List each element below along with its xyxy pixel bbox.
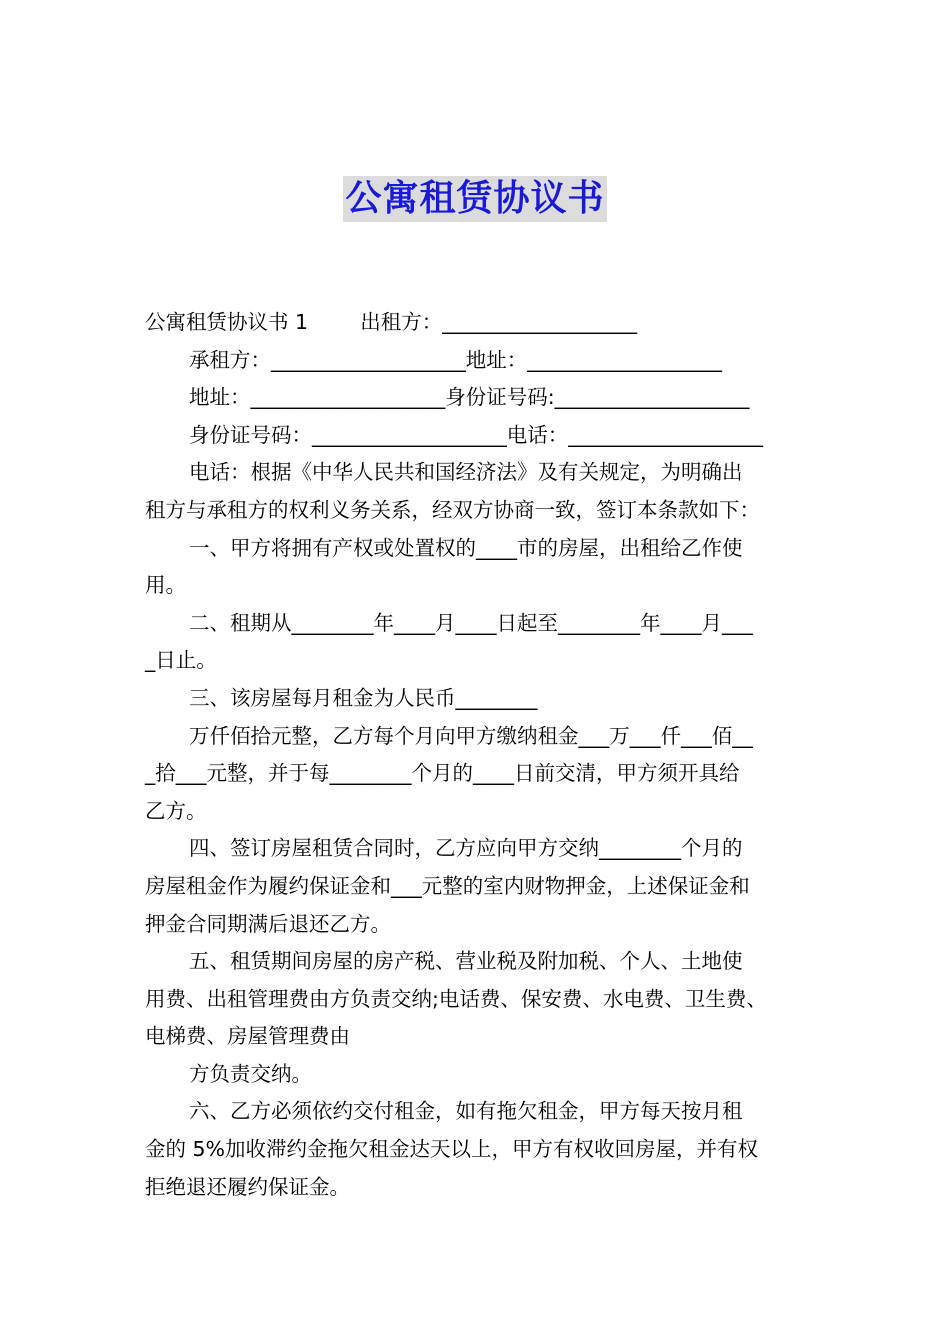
line-text: 四、签订房屋租赁合同时，乙方应向甲方交纳________个月的 bbox=[189, 836, 743, 861]
line-text: 房屋租金作为履约保证金和___元整的室内财物押金，上述保证金和 bbox=[145, 873, 750, 898]
line-text: 万仟佰拾元整，乙方每个月向甲方缴纳租金___万___仟___佰__ bbox=[189, 723, 753, 748]
title-wrap bbox=[0, 176, 950, 222]
text-line bbox=[145, 492, 810, 530]
line-text: 电梯费、房屋管理费由 bbox=[145, 1024, 350, 1049]
text-line bbox=[145, 1056, 810, 1094]
line-text: 拒绝退还履约保证金。 bbox=[145, 1174, 350, 1199]
line-text: 地址：___________________身份证号码:___________________ bbox=[189, 385, 750, 410]
line-text: 三、该房屋每月租金为人民币________ bbox=[189, 685, 538, 710]
text-line bbox=[145, 454, 810, 492]
line-text: 用。 bbox=[145, 573, 186, 598]
line-text: 电话：根据《中华人民共和国经济法》及有关规定，为明确出 bbox=[189, 460, 743, 485]
line-text: 一、甲方将拥有产权或处置权的____市的房屋，出租给乙作使 bbox=[189, 535, 743, 560]
text-line bbox=[145, 1018, 810, 1056]
text-line bbox=[145, 1093, 810, 1131]
text-line bbox=[145, 417, 810, 455]
line-text: 乙方。 bbox=[145, 798, 207, 823]
text-line bbox=[145, 755, 810, 793]
text-line bbox=[145, 680, 810, 718]
line-text: 承租方：___________________地址：___________________ bbox=[189, 347, 722, 372]
line-text: _日止。 bbox=[145, 648, 217, 673]
line-text: 方负责交纳。 bbox=[189, 1061, 312, 1086]
line-text: 身份证号码：___________________电话：___________________ bbox=[189, 422, 763, 447]
text-line bbox=[145, 868, 810, 906]
text-line bbox=[145, 605, 810, 643]
text-line bbox=[145, 906, 810, 944]
text-line bbox=[145, 530, 810, 568]
text-line bbox=[145, 379, 810, 417]
text-line bbox=[145, 830, 810, 868]
line-text: 金的 5%加收滞约金拖欠租金达天以上，甲方有权收回房屋，并有权 bbox=[145, 1137, 759, 1162]
line-text: 用费、出租管理费由方负责交纳;电话费、保安费、水电费、卫生费、 bbox=[145, 986, 767, 1011]
text-line bbox=[145, 943, 810, 981]
line-text: 六、乙方必须依约交付租金，如有拖欠租金，甲方每天按月租 bbox=[189, 1099, 743, 1124]
document-body bbox=[145, 304, 810, 1206]
text-line bbox=[145, 642, 810, 680]
line-text: 公寓租赁协议书 1 出租方：___________________ bbox=[145, 310, 637, 334]
document-title: 公寓租赁协议书 bbox=[343, 176, 606, 222]
text-line bbox=[145, 342, 810, 380]
text-line bbox=[145, 1131, 810, 1169]
line-text: _拾___元整，并于每________个月的____日前交清，甲方须开具给 bbox=[145, 761, 740, 786]
text-line bbox=[145, 567, 810, 605]
text-line bbox=[145, 1169, 810, 1207]
text-line bbox=[145, 981, 810, 1019]
text-line bbox=[145, 718, 810, 756]
line-text: 押金合同期满后退还乙方。 bbox=[145, 911, 391, 936]
text-line bbox=[145, 304, 810, 342]
text-line bbox=[145, 793, 810, 831]
line-text: 五、租赁期间房屋的房产税、营业税及附加税、个人、土地使 bbox=[189, 949, 743, 974]
line-text: 二、租期从________年____月____日起至________年____月___ bbox=[189, 610, 753, 635]
line-text: 租方与承租方的权利义务关系，经双方协商一致，签订本条款如下： bbox=[145, 497, 760, 522]
